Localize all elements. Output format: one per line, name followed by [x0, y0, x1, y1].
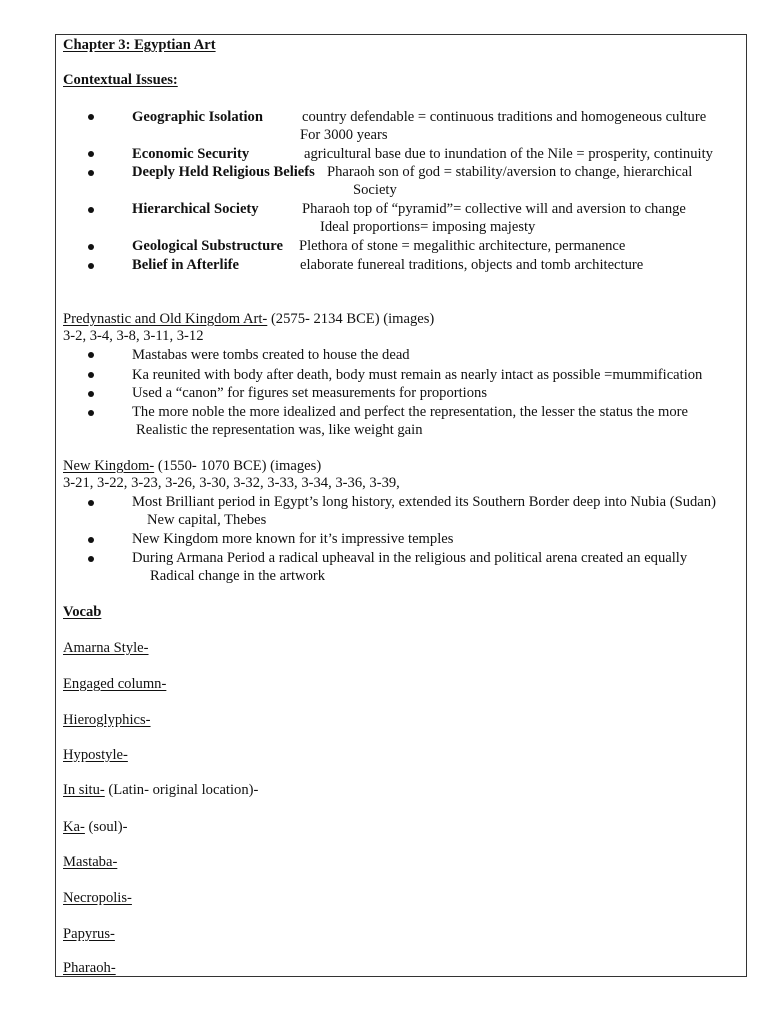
context-desc: Plethora of stone = megalithic architecture, permanence — [299, 238, 626, 254]
context-term: Belief in Afterlife — [132, 257, 239, 273]
old-kingdom-images: 3-2, 3-4, 3-8, 3-11, 3-12 — [63, 328, 204, 344]
vocab-term: Engaged column- — [63, 676, 167, 692]
context-term: Deeply Held Religious Beliefs — [132, 164, 315, 180]
bullet-icon — [88, 500, 94, 506]
bullet-icon — [88, 537, 94, 543]
vocab-note: (soul)- — [84, 819, 128, 835]
old-kingdom-heading-line — [63, 310, 434, 328]
vocab-term: Necropolis- — [63, 890, 132, 906]
new-kingdom-dates: (1550- 1070 BCE) (images) — [154, 458, 322, 474]
new-kingdom-heading-line — [63, 457, 321, 475]
vocab-term: Hypostyle- — [63, 747, 128, 763]
vocab-entry — [63, 781, 258, 799]
old-kingdom-dates: (2575- 2134 BCE) (images) — [267, 311, 435, 327]
vocab-entry — [63, 639, 149, 657]
new-kingdom-item-cont: Radical change in the artwork — [150, 568, 326, 584]
new-kingdom-item: During Armana Period a radical upheaval in the religious and political arena created an equally — [132, 550, 688, 566]
bullet-icon — [88, 410, 94, 416]
context-desc: Pharaoh top of “pyramid”= collective will and aversion to change — [302, 201, 686, 217]
new-kingdom-images: 3-21, 3-22, 3-23, 3-26, 3-30, 3-32, 3-33, 3-34, 3-36, 3-39, — [63, 475, 400, 491]
context-desc: Pharaoh son of god = stability/aversion to change, hierarchical — [327, 164, 693, 180]
vocab-term: In situ- — [63, 782, 105, 798]
vocab-entry — [63, 746, 128, 764]
vocab-entry — [63, 853, 117, 871]
vocab-entry — [63, 925, 115, 943]
context-desc-cont: Society — [353, 182, 397, 198]
vocab-term: Pharaoh- — [63, 960, 116, 976]
vocab-term: Ka- — [63, 819, 85, 835]
vocab-term: Papyrus- — [63, 926, 115, 942]
bullet-icon — [88, 352, 94, 358]
context-term: Geographic Isolation — [132, 109, 263, 125]
vocab-entry — [63, 818, 127, 836]
bullet-icon — [88, 151, 94, 157]
bullet-icon — [88, 114, 94, 120]
vocab-term: Hieroglyphics- — [63, 712, 151, 728]
new-kingdom-item: Most Brilliant period in Egypt’s long history, extended its Southern Border deep into Nubia (Sudan) — [132, 494, 716, 510]
bullet-icon — [88, 263, 94, 269]
old-kingdom-item-cont: Realistic the representation was, like weight gain — [136, 422, 423, 438]
context-term: Economic Security — [132, 146, 250, 162]
contextual-heading: Contextual Issues: — [63, 72, 178, 88]
vocab-entry — [63, 889, 132, 907]
vocab-term: Mastaba- — [63, 854, 118, 870]
old-kingdom-item: Used a “canon” for figures set measurements for proportions — [132, 385, 487, 401]
bullet-icon — [88, 207, 94, 213]
old-kingdom-heading: Predynastic and Old Kingdom Art- — [63, 311, 268, 327]
bullet-icon — [88, 244, 94, 250]
context-desc: elaborate funereal traditions, objects and tomb architecture — [300, 257, 644, 273]
old-kingdom-item: Ka reunited with body after death, body must remain as nearly intact as possible =mummification — [132, 367, 703, 383]
bullet-icon — [88, 391, 94, 397]
new-kingdom-heading: New Kingdom- — [63, 458, 155, 474]
context-desc-cont: Ideal proportions= imposing majesty — [320, 219, 536, 235]
context-term: Hierarchical Society — [132, 201, 259, 217]
vocab-entry — [63, 675, 166, 693]
vocab-entry — [63, 959, 116, 977]
old-kingdom-item: Mastabas were tombs created to house the dead — [132, 347, 410, 363]
vocab-heading: Vocab — [63, 604, 102, 620]
new-kingdom-item: New Kingdom more known for it’s impressive temples — [132, 531, 454, 547]
vocab-term: Amarna Style- — [63, 640, 149, 656]
context-desc: country defendable = continuous traditions and homogeneous culture — [302, 109, 707, 125]
chapter-title: Chapter 3: Egyptian Art — [63, 37, 216, 53]
new-kingdom-item-cont: New capital, Thebes — [147, 512, 267, 528]
context-term: Geological Substructure — [132, 238, 283, 254]
bullet-icon — [88, 556, 94, 562]
vocab-entry — [63, 711, 151, 729]
vocab-note: (Latin- original location)- — [104, 782, 259, 798]
bullet-icon — [88, 170, 94, 176]
bullet-icon — [88, 372, 94, 378]
context-desc: agricultural base due to inundation of the Nile = prosperity, continuity — [304, 146, 713, 162]
context-desc-cont: For 3000 years — [300, 127, 388, 143]
old-kingdom-item: The more noble the more idealized and perfect the representation, the lesser the status the more — [132, 404, 688, 420]
